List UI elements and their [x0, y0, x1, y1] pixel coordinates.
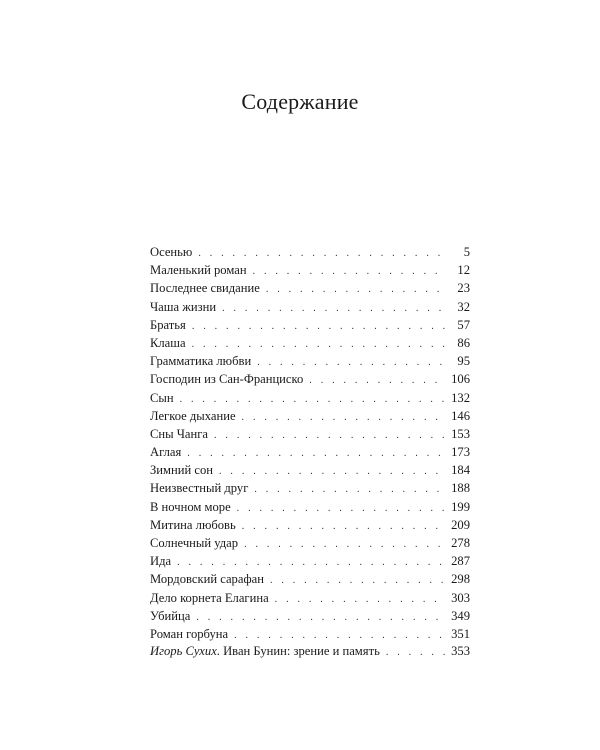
toc-entry[interactable] [150, 479, 470, 497]
toc-entry-page: 303 [451, 590, 470, 605]
toc-entry-page: 146 [451, 408, 470, 423]
toc-entry-page: 199 [451, 499, 470, 514]
toc-entry-page: 349 [451, 608, 470, 623]
toc-entry[interactable] [150, 443, 470, 461]
toc-entry-page: 184 [451, 463, 470, 478]
toc-entry-label: Господин из Сан-Франциско [150, 372, 304, 387]
toc-entry-label: Братья [150, 317, 186, 332]
toc-entry[interactable] [150, 461, 470, 479]
toc-entry[interactable] [150, 498, 470, 516]
toc-entry-label: Клаша [150, 335, 186, 350]
toc-entry-label: Грамматика любви [150, 354, 252, 369]
toc-entry-label: Неизвестный друг [150, 481, 249, 496]
toc-entry[interactable] [150, 625, 470, 643]
toc-entry[interactable] [150, 261, 470, 279]
toc-entry[interactable] [150, 370, 470, 388]
toc-entry[interactable] [150, 589, 470, 607]
dot-leader [237, 500, 445, 518]
toc-entry-label: Сны Чанга [150, 426, 209, 441]
toc-entry-label: Маленький роман [150, 263, 247, 278]
toc-entry-page: 32 [457, 299, 470, 314]
toc-entry-label: Митина любовь [150, 517, 236, 532]
toc-entry-label: В ночном море [150, 499, 231, 514]
toc-entry-page: 153 [451, 426, 470, 441]
toc-entry-page: 86 [457, 335, 470, 350]
toc-entry[interactable] [150, 570, 470, 588]
toc-entry-label: Убийца [150, 608, 191, 623]
afterword-author: Игорь Сухих [150, 644, 217, 658]
dot-leader [266, 281, 446, 299]
toc-entry-label: Мордовский сарафан [150, 572, 264, 587]
dot-leader [244, 536, 445, 554]
toc-entry-page: 106 [451, 372, 470, 387]
toc-entry-label: Легкое дыхание [150, 408, 236, 423]
toc-entry[interactable] [150, 534, 470, 552]
toc-entry-page: 57 [457, 317, 470, 332]
toc-entry[interactable] [150, 279, 470, 297]
dot-leader [309, 372, 445, 390]
page-title: Содержание [241, 89, 359, 114]
toc-entry[interactable] [150, 552, 470, 570]
toc-entry-page: 353 [451, 644, 470, 658]
toc-entry-page: 173 [451, 445, 470, 460]
toc-entry-page: 12 [457, 263, 470, 278]
toc-entry[interactable] [150, 425, 470, 443]
toc-entry-page: 95 [457, 354, 470, 369]
toc-entry-label: Солнечный удар [150, 536, 239, 550]
toc-entry-page: 209 [451, 517, 470, 532]
dot-leader [192, 318, 446, 336]
toc-entry-page: 132 [451, 390, 470, 405]
dot-leader [253, 263, 446, 281]
dot-leader [254, 481, 445, 499]
toc-entry-label: Ида [150, 554, 172, 569]
dot-leader [242, 409, 446, 427]
dot-leader [187, 445, 445, 463]
toc-entry-page: 188 [451, 481, 470, 496]
toc-entry-label: Осенью [150, 245, 193, 259]
dot-leader [219, 463, 445, 481]
toc-entry-label: Роман горбуна [150, 626, 229, 641]
dot-leader [270, 572, 445, 590]
toc-entry-page: 351 [451, 626, 470, 641]
toc-entry-page: 287 [451, 554, 470, 569]
toc-entry[interactable] [150, 334, 470, 352]
toc-entry-label: Последнее свидание [150, 281, 260, 296]
toc-entry[interactable] [150, 389, 470, 407]
dot-leader [386, 644, 445, 662]
dot-leader [275, 591, 445, 609]
toc-entry[interactable] [150, 516, 470, 534]
toc-entry-page: 298 [451, 572, 470, 587]
toc-entry[interactable] [150, 316, 470, 334]
toc-entry-page: 23 [457, 281, 470, 296]
toc-entry[interactable] [150, 298, 470, 316]
toc-entry-label: Чаша жизни [150, 299, 217, 314]
dot-leader [222, 300, 446, 318]
toc-entry-label: Сын [150, 390, 174, 405]
table-of-contents [150, 243, 470, 643]
toc-entry-page: 278 [451, 536, 470, 550]
toc-entry-label [150, 642, 380, 660]
toc-entry-label: Зимний сон [150, 463, 214, 478]
afterword-title: . Иван Бунин: зрение и память [216, 644, 380, 658]
toc-entry[interactable] [150, 352, 470, 370]
toc-entry[interactable] [150, 407, 470, 425]
dot-leader [196, 609, 445, 627]
toc-entry-label: Аглая [150, 445, 182, 460]
toc-entry-page: 5 [463, 245, 470, 259]
toc-entry-label: Дело корнета Елагина [150, 590, 269, 605]
toc-entry[interactable] [150, 243, 470, 261]
toc-entry-afterword[interactable] [150, 642, 470, 660]
dot-leader [214, 427, 445, 445]
dot-leader [242, 518, 445, 536]
toc-entry[interactable] [150, 607, 470, 625]
